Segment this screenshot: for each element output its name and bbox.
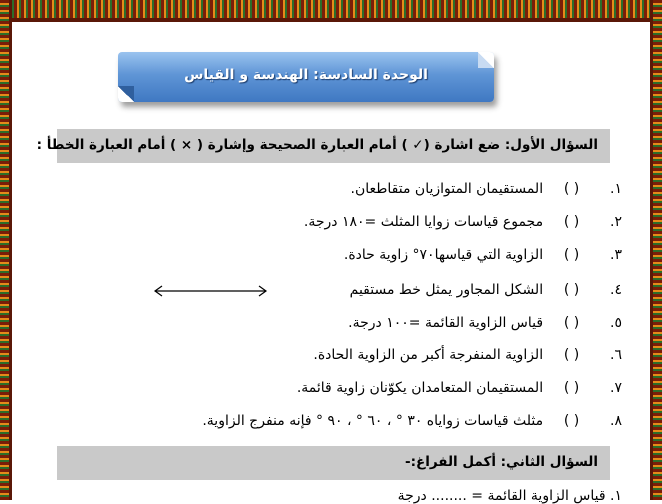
answer-blank[interactable]: ( ) <box>563 247 580 263</box>
item-number: ١. <box>610 181 622 197</box>
answer-blank[interactable]: ( ) <box>563 315 580 331</box>
question2-heading: السؤال الثاني: أكمل الفراغ:- <box>405 454 598 470</box>
item-text: الشكل المجاور يمثل خط مستقيم <box>349 282 544 298</box>
unit-title: الوحدة السادسة: الهندسة و القياس <box>184 67 428 83</box>
item-number: ٥. <box>610 315 622 331</box>
answer-blank[interactable]: ( ) <box>563 413 580 429</box>
question1-heading: السؤال الأول: ضع اشارة (✓ ) أمام العبارة الصحيحة وإشارة ( × ) أمام العبارة الخطأ : <box>36 137 598 153</box>
item-number: ٦. <box>610 347 622 363</box>
question2-heading-bar <box>57 446 610 480</box>
item-number: ٣. <box>610 247 622 263</box>
list-item <box>344 247 622 263</box>
list-item <box>348 315 622 331</box>
answer-blank[interactable]: ( ) <box>563 347 580 363</box>
list-item <box>202 413 622 429</box>
item-number: ٨. <box>610 413 622 429</box>
list-item <box>350 282 622 298</box>
decorative-border-top-line <box>0 18 662 22</box>
item-text: المستقيمان المتعامدان يكوّنان زاوية قائمة. <box>296 380 544 396</box>
list-item <box>297 380 622 396</box>
banner-page-curl-top <box>478 52 494 68</box>
question1-heading-bar <box>36 129 610 163</box>
question2-first-line: ١. قياس الزاوية القائمة = ........ درجة <box>397 488 622 504</box>
item-text: مثلث قياسات زواياه ٣٠ ° ، ٦٠ ° ، ٩٠ ° فإنه منفرج الزاوية. <box>202 413 544 429</box>
decorative-border-left <box>0 0 12 500</box>
list-item <box>313 347 622 363</box>
item-number: ٧. <box>610 380 622 396</box>
list-item <box>304 214 622 230</box>
item-text: الزاوية التي قياسها٧٠° زاوية حادة. <box>343 247 544 263</box>
unit-title-banner <box>118 52 494 102</box>
answer-blank[interactable]: ( ) <box>563 380 580 396</box>
item-text: الزاوية المنفرجة أكبر من الزاوية الحادة. <box>313 347 544 363</box>
item-text: المستقيمان المتوازيان متقاطعان. <box>350 181 544 197</box>
banner-page-curl-bottom <box>118 86 134 102</box>
decorative-border-right <box>650 0 662 500</box>
item-number: ٤. <box>610 282 622 298</box>
list-item <box>351 181 622 197</box>
double-arrow-line-figure <box>153 284 268 298</box>
answer-blank[interactable]: ( ) <box>563 282 580 298</box>
item-text: قياس الزاوية القائمة =١٠٠ درجة. <box>348 315 544 331</box>
item-text: مجموع قياسات زوايا المثلث =١٨٠ درجة. <box>303 214 544 230</box>
item-number: ٢. <box>610 214 622 230</box>
answer-blank[interactable]: ( ) <box>563 181 580 197</box>
answer-blank[interactable]: ( ) <box>563 214 580 230</box>
